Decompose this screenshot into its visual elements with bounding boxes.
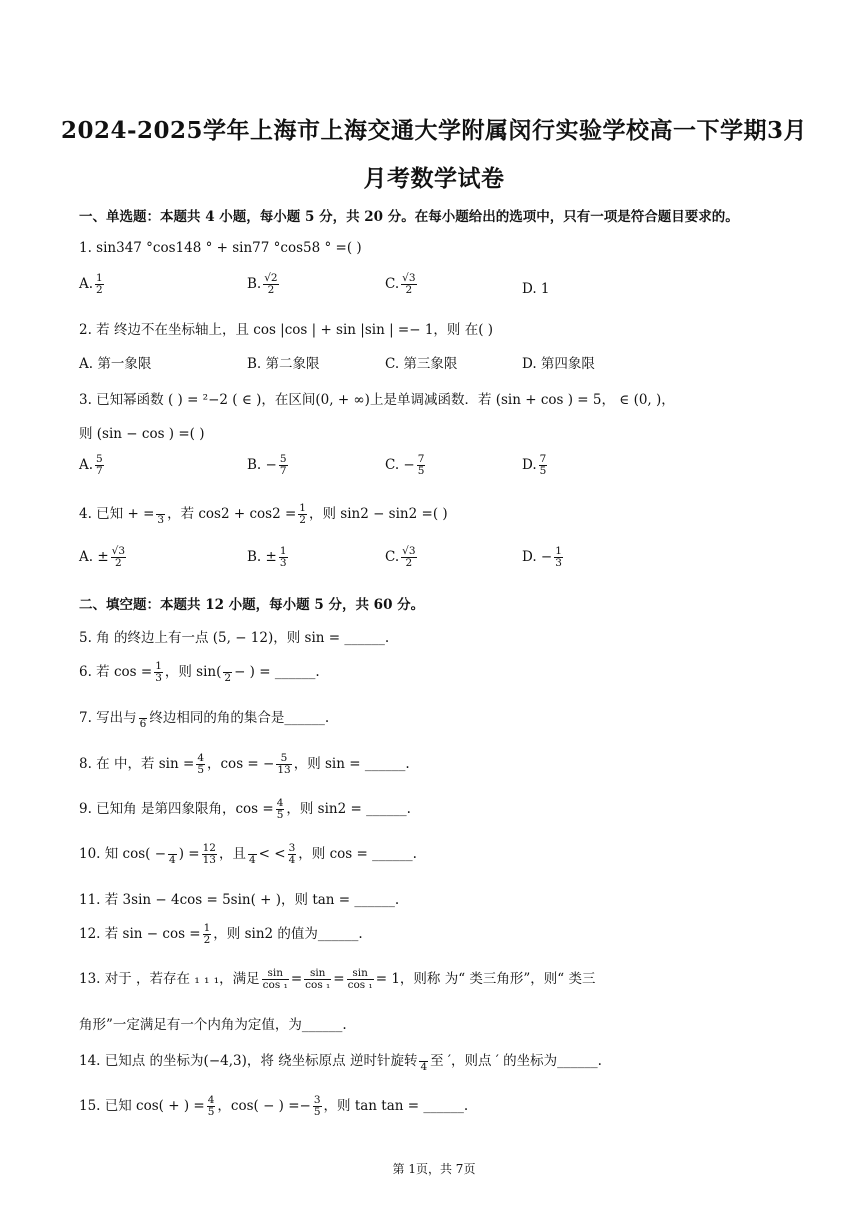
q3-b-frac (279, 454, 288, 477)
q8-frac-1-den: 5 (197, 764, 204, 776)
q10-frac-3 (248, 843, 257, 866)
q3-option-d (522, 454, 549, 477)
q1-b-num: √2 (264, 272, 278, 284)
q14 (79, 1049, 602, 1073)
q15-frac-2-den: 5 (313, 1106, 321, 1118)
q1-c-label: C. (385, 276, 400, 292)
q6-frac-2 (223, 661, 232, 684)
q4-frac-2-num: 1 (299, 502, 306, 514)
q9-frac (276, 798, 285, 821)
q4-d-label: D. − (522, 549, 553, 565)
q3-stem-cont: 则 (sin − cos ) =( ) (79, 426, 205, 442)
q3-option-a (79, 454, 106, 477)
q4-frac-2 (298, 503, 307, 526)
q4-b-num: 1 (279, 545, 287, 557)
q4-stem-part-c: ，则 sin2 − sin2 =( ) (308, 506, 448, 522)
q4-d-den: 3 (555, 557, 562, 569)
q13-cont: 角形”一定满足有一个内角为定值，为______. (79, 1017, 347, 1033)
q15-frac-2-num: 3 (313, 1094, 321, 1106)
q12-frac-num: 1 (203, 922, 211, 934)
q14-part-a: 14. 已知点 的坐标为(−4,3)，将 绕坐标原点 逆时针旋转 (79, 1053, 418, 1069)
q10-part-a: 10. 知 cos( − (79, 846, 167, 862)
q10-frac-1 (168, 843, 177, 866)
q3-c-den: 5 (417, 465, 425, 477)
q12-part-a: 12. 若 sin − cos = (79, 926, 201, 942)
q13-part-a: 13. 对于 ，若存在 ₁ ₁ ₁，满足 (79, 971, 260, 987)
q10-frac-2-den: 13 (202, 854, 216, 866)
q4-d-frac (554, 546, 563, 569)
q10-frac-1-den: 4 (169, 854, 176, 866)
q4-d-num: 1 (555, 545, 562, 557)
q1-option-d: D. 1 (522, 281, 550, 297)
q4-a-den: 2 (115, 557, 122, 569)
section2-heading: 二、填空题：本题共 12 小题，每小题 5 分，共 60 分。 (79, 597, 425, 613)
q7-part-b: 终边相同的角的集合是______. (149, 710, 330, 726)
q3-a-label: A. (79, 457, 94, 473)
q2-stem: 2. 若 终边不在坐标轴上，且 cos |cos | + sin |sin | =− 1，则 在( ) (79, 322, 494, 338)
q4-b-den: 3 (279, 557, 287, 569)
exam-title-line2: 月考数学试卷 (363, 165, 505, 192)
q10-frac-4 (288, 843, 297, 866)
q3-b-num: 5 (279, 453, 287, 465)
q10-frac-4-num: 3 (288, 842, 296, 854)
q3-b-den: 7 (279, 465, 287, 477)
q4-b-label: B. ± (247, 549, 277, 565)
q4-c-frac (401, 546, 416, 569)
q13-frac-2-den: cos ₁ (305, 979, 331, 991)
q7 (79, 706, 329, 730)
q1-b-frac (263, 273, 278, 296)
q3-d-num: 7 (539, 453, 547, 465)
q1-c-frac (401, 273, 416, 296)
q4-option-c (385, 546, 419, 569)
q10-frac-3-den: 4 (248, 854, 256, 866)
q10-frac-2 (202, 843, 217, 866)
q3-c-frac (417, 454, 426, 477)
q3-b-label: B. − (247, 457, 277, 473)
q6-part-c: − ) = ______. (234, 664, 320, 680)
q12 (79, 922, 363, 946)
q12-frac-den: 2 (203, 934, 211, 946)
q8-part-c: ，则 sin = ______. (293, 756, 410, 772)
q4-b-frac (279, 546, 288, 569)
q10-part-c: ，且 (218, 846, 246, 862)
q10-part-b: ) = (178, 846, 200, 862)
q8-frac-1 (196, 753, 205, 776)
q2-option-b: B. 第二象限 (247, 356, 320, 372)
q10 (79, 842, 417, 866)
q14-frac (419, 1050, 428, 1073)
q9-frac-num: 4 (276, 797, 284, 809)
q8-frac-2-num: 5 (276, 753, 291, 765)
q8-part-a: 8. 在 中，若 sin = (79, 756, 195, 772)
q3-d-den: 5 (539, 465, 547, 477)
q4-stem-part-b: ，若 cos2 + cos2 = (167, 506, 297, 522)
q15-part-c: ，则 tan tan = ______. (323, 1098, 469, 1114)
q13-frac-3 (347, 968, 374, 991)
q4-stem-part-a: 4. 已知 + = (79, 506, 155, 522)
q15-frac-1-num: 4 (207, 1094, 215, 1106)
q1-b-den: 2 (267, 284, 275, 296)
q4-frac-1-den: 3 (157, 514, 165, 526)
q4-frac-2-den: 2 (299, 514, 306, 526)
q2-option-d: D. 第四象限 (522, 356, 595, 372)
q13-frac-1-den: cos ₁ (262, 979, 288, 991)
q10-part-e: ，则 cos = ______. (298, 846, 417, 862)
q2-option-a: A. 第一象限 (79, 356, 152, 372)
q1-option-a (79, 273, 106, 296)
q13-frac-3-num: sin (347, 968, 374, 980)
q1-option-c (385, 273, 419, 296)
q15-frac-2 (313, 1095, 322, 1118)
q1-a-num: 1 (96, 272, 103, 284)
q14-part-b: 至 ′，则点 ′ 的坐标为______. (430, 1053, 602, 1069)
q3-a-frac (95, 454, 104, 477)
q3-stem: 3. 已知幂函数 ( ) = ²−2 ( ∈ )，在区间(0, + ∞)上是单调减函数．若 (sin + cos ) = 5， ∈ (0, )， (79, 392, 675, 408)
q13: 13. 对于 ，若存在 ₁ ₁ ₁，满足 $\frac{\sin}{\text{cos ₁}}$ = $\frac{\sin}{\text{cos ₁}}$ = $\frac{\sin}{\text{cos ₁}}$ = 1，则称 为“ 类三角形”，则“ 类三 (79, 967, 596, 991)
q8 (79, 752, 410, 776)
exam-title-line1: 2024-2025学年上海市上海交通大学附属闵行实验学校高一下学期3月 (60, 117, 808, 144)
q8-frac-1-num: 4 (197, 752, 204, 764)
q6 (79, 660, 320, 684)
q10-frac-2-num: 12 (202, 842, 216, 854)
q9-part-a: 9. 已知角 是第四象限角，cos = (79, 801, 274, 817)
q15-part-a: 15. 已知 cos( + ) = (79, 1098, 205, 1114)
q3-a-den: 7 (96, 465, 103, 477)
q12-frac (203, 923, 212, 946)
q6-part-a: 6. 若 cos = (79, 664, 153, 680)
q12-part-b: ，则 sin2 的值为______. (213, 926, 363, 942)
q1-b-label: B. (247, 276, 262, 292)
q4-a-label: A. ± (79, 549, 109, 565)
q4-option-d (522, 546, 565, 569)
q13-part-b: = 1，则称 为“ 类三角形”，则“ 类三 (375, 971, 596, 987)
q5: 5. 角 的终边上有一点 (5, − 12)，则 sin = ______. (79, 630, 390, 646)
q10-frac-4-den: 4 (288, 854, 296, 866)
q15-frac-1-den: 5 (207, 1106, 215, 1118)
section1-heading: 一、单选题：本题共 4 小题，每小题 5 分，共 20 分。在每小题给出的选项中，只有一项是符合题目要求的。 (79, 209, 739, 225)
q3-a-num: 5 (96, 453, 103, 465)
q11: 11. 若 3sin − 4cos = 5sin( + )，则 tan = ______. (79, 892, 400, 908)
q4-stem (79, 502, 448, 526)
q15-frac-1 (207, 1095, 216, 1118)
q4-c-num: √3 (402, 545, 416, 557)
q9-part-b: ，则 sin2 = ______. (286, 801, 411, 817)
q13-frac-2-num: sin (304, 968, 331, 980)
q10-part-d: < < (258, 846, 286, 862)
q1-a-frac (95, 273, 104, 296)
q9 (79, 797, 411, 821)
q1-option-b (247, 273, 281, 296)
q4-c-den: 2 (405, 557, 413, 569)
q4-option-b (247, 546, 290, 569)
q3-c-label: C. − (385, 457, 415, 473)
q13-frac-1-num: sin (262, 968, 289, 980)
q1-c-num: √3 (402, 272, 416, 284)
q8-part-b: ，cos = − (207, 756, 275, 772)
q13-frac-3-den: cos ₁ (347, 979, 373, 991)
q6-frac-1 (154, 661, 163, 684)
q6-frac-1-den: 3 (155, 672, 162, 684)
q6-part-b: ，则 sin( (164, 664, 222, 680)
q4-a-num: √3 (111, 545, 126, 557)
page-footer: 第 1页，共 7页 (392, 1162, 476, 1176)
q1-stem: 1. sin347 °cos148 ° + sin77 °cos58 ° =( ) (79, 240, 362, 256)
q15-part-b: ，cos( − ) =− (217, 1098, 311, 1114)
q8-frac-2 (276, 753, 291, 776)
q6-frac-1-num: 1 (155, 660, 162, 672)
q3-c-num: 7 (417, 453, 425, 465)
q7-frac (139, 707, 148, 730)
q1-a-label: A. (79, 276, 94, 292)
q4-c-label: C. (385, 549, 400, 565)
q6-frac-2-den: 2 (224, 672, 232, 684)
q9-frac-den: 5 (276, 809, 284, 821)
q3-option-c (385, 454, 427, 477)
q7-frac-den: 6 (139, 718, 147, 730)
q3-d-label: D. (522, 457, 537, 473)
q2-option-c: C. 第三象限 (385, 356, 458, 372)
q4-a-frac (111, 546, 126, 569)
q13-frac-2 (304, 968, 331, 991)
q14-frac-den: 4 (420, 1061, 428, 1073)
q4-frac-1 (156, 503, 165, 526)
q3-d-frac (539, 454, 548, 477)
q4-option-a (79, 546, 128, 569)
q7-part-a: 7. 写出与 (79, 710, 137, 726)
q13-frac-1 (262, 968, 289, 991)
q1-c-den: 2 (405, 284, 413, 296)
q3-option-b (247, 454, 290, 477)
q8-frac-2-den: 13 (277, 764, 291, 776)
q1-a-den: 2 (96, 284, 103, 296)
q15 (79, 1094, 468, 1118)
